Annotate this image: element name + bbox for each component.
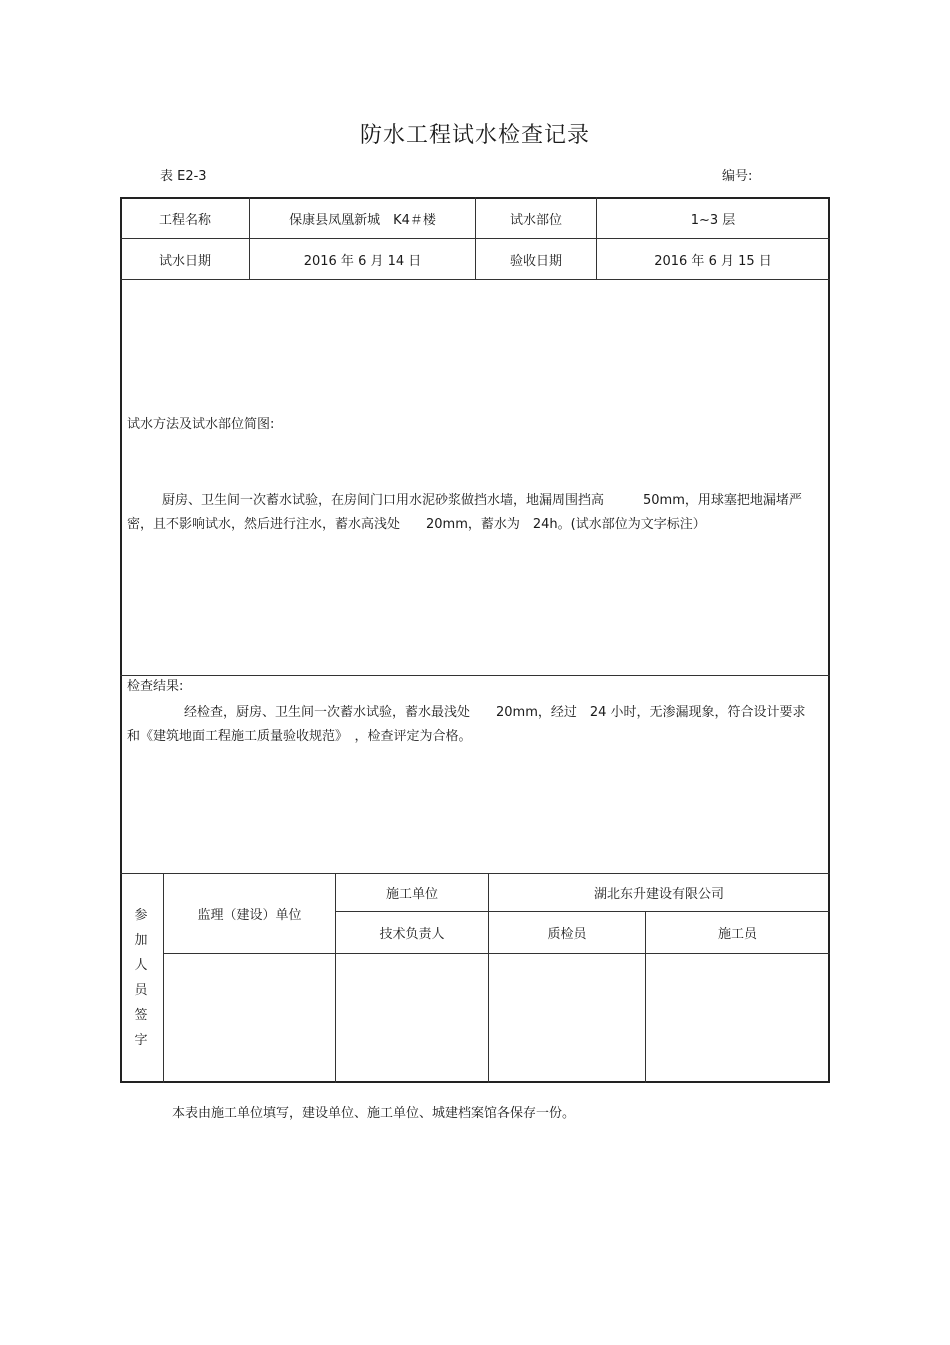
test-part-label: 试水部位 [509, 212, 562, 228]
document-title: 防水工程试水检查记录 [359, 123, 590, 148]
result-text-line-1: 经检查，厨房、卫生间一次蓄水试验，蓄水最浅处 20mm，经过 24 小时，无渗漏现象，符合设计要求 [184, 705, 806, 720]
quality-inspector-signature-cell[interactable] [489, 954, 645, 1082]
acceptance-date-label: 验收日期 [509, 253, 562, 269]
form-number-label: 编号: [722, 169, 753, 184]
constructor-signature-cell[interactable] [646, 954, 829, 1082]
constructor-label: 施工员 [717, 927, 757, 942]
project-name-label: 工程名称 [158, 212, 211, 228]
form-code: 表 E2-3 [160, 169, 207, 184]
supervisor-unit-label: 监理（建设）单位 [197, 908, 302, 923]
side-label-char: 人 [134, 958, 148, 973]
method-text-line-2: 密，且不影响试水，然后进行注水，蓄水高浅处 20mm，蓄水为 24h。(试水部位为文字标注） [127, 517, 706, 532]
row-divider [120, 675, 830, 676]
acceptance-date-value: 2016 年 6 月 15 日 [654, 253, 772, 269]
footer-note: 本表由施工单位填写，建设单位、施工单位、城建档案馆各保存一份。 [172, 1106, 576, 1121]
test-date-label: 试水日期 [158, 253, 211, 269]
construction-unit-label: 施工单位 [385, 887, 438, 902]
tech-lead-label: 技术负责人 [379, 927, 445, 942]
supervisor-signature-cell[interactable] [164, 954, 335, 1082]
participants-sign-label [131, 903, 151, 1053]
method-text-line-1: 厨房、卫生间一次蓄水试验，在房间门口用水泥砂浆做挡水墙，地漏周围挡高 50mm，用球塞把地漏堵严 [162, 493, 802, 508]
project-name-value: 保康县凤凰新城 K4＃楼 [289, 212, 436, 228]
quality-inspector-label: 质检员 [547, 927, 587, 942]
construction-unit-value: 湖北东升建设有限公司 [593, 887, 724, 902]
row-divider [120, 279, 830, 280]
side-label-char: 员 [134, 983, 148, 998]
tech-lead-signature-cell[interactable] [336, 954, 488, 1082]
side-label-char: 参 [134, 908, 148, 923]
test-date-value: 2016 年 6 月 14 日 [303, 253, 422, 269]
result-text-line-2: 和《建筑地面工程施工质量验收规范》 ，检查评定为合格。 [127, 729, 472, 744]
test-part-value: 1~3 层 [690, 212, 736, 228]
method-heading: 试水方法及试水部位简图: [127, 417, 275, 432]
result-heading: 检查结果: [127, 679, 184, 694]
side-label-char: 字 [134, 1033, 148, 1048]
side-label-char: 签 [134, 1008, 148, 1023]
side-label-char: 加 [134, 933, 148, 948]
